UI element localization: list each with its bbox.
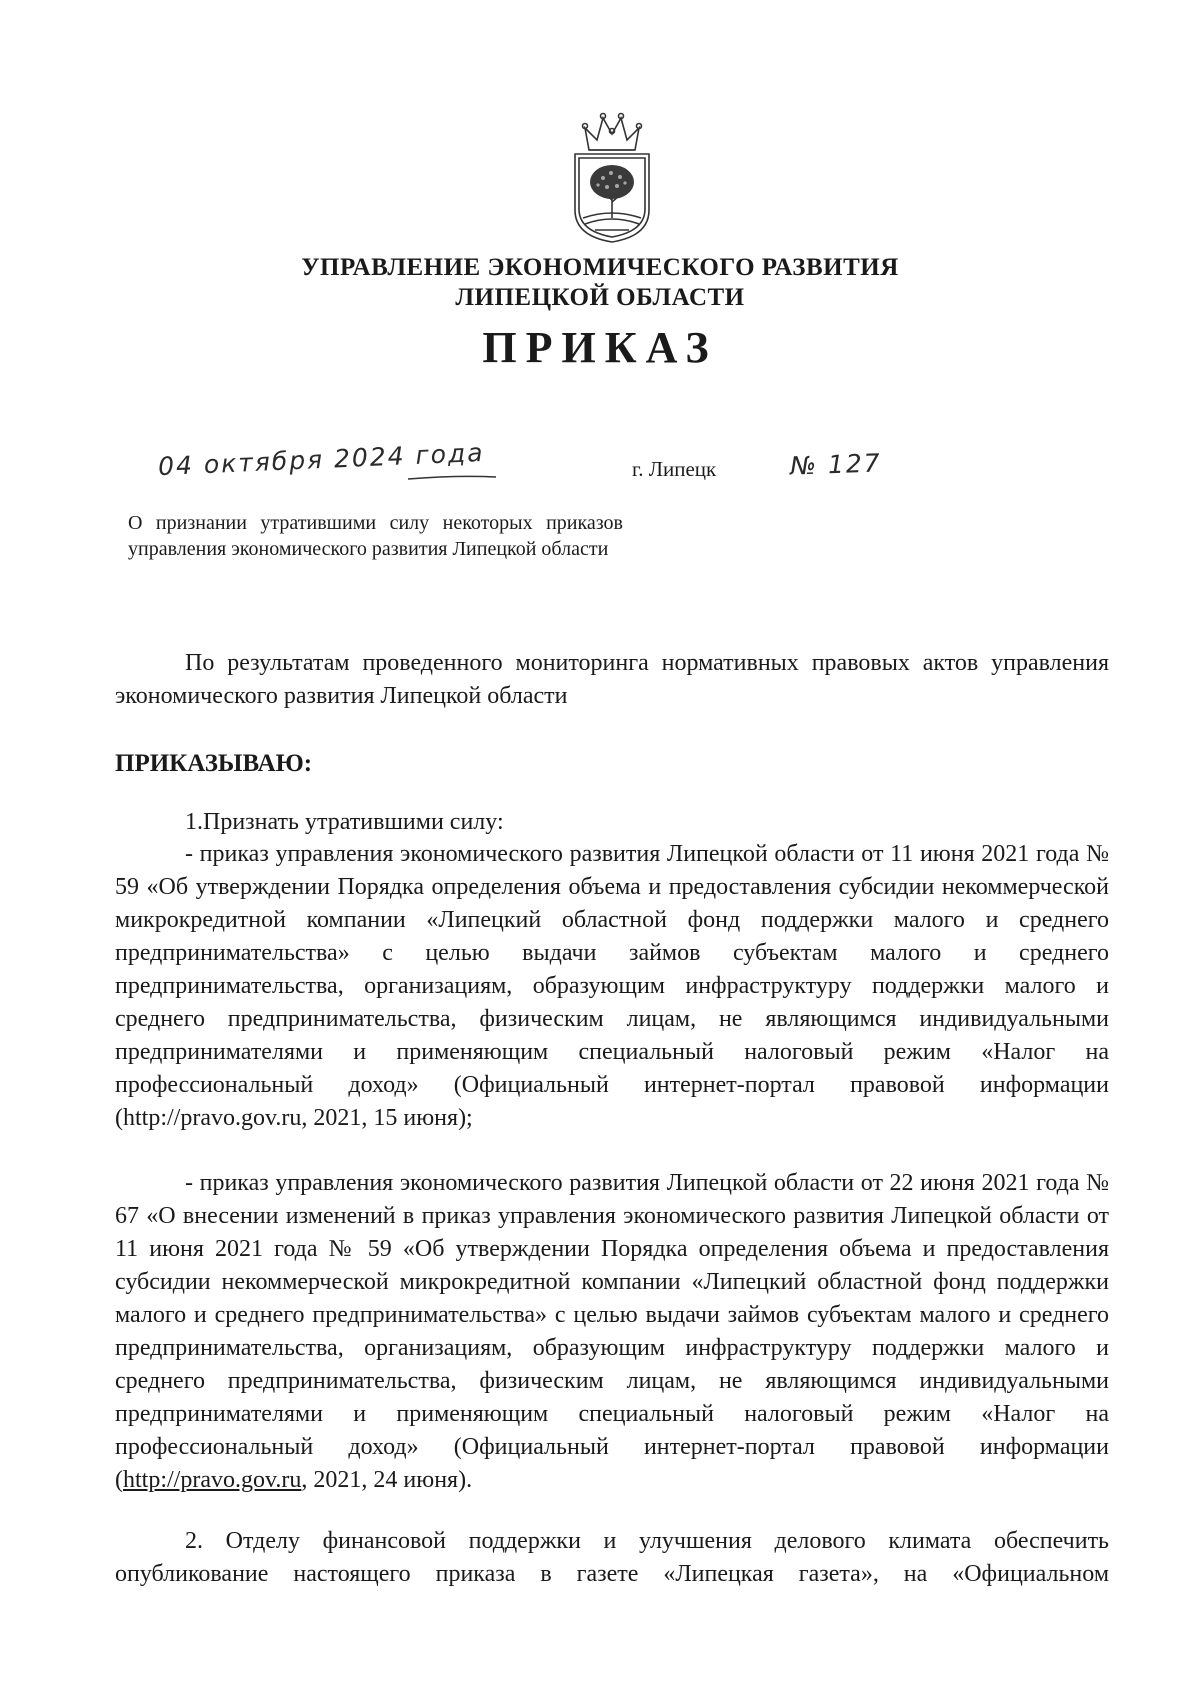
organization-name-line2: ЛИПЕЦКОЙ ОБЛАСТИ (455, 284, 745, 311)
order-operative-word: ПРИКАЗЫВАЮ: (115, 750, 313, 777)
pravo-gov-link[interactable]: http://pravo.gov.ru (123, 1467, 302, 1493)
item-1-clause-a: - приказ управления экономического развития Липецкой области от 11 июня 2021 года № 59 «Об утверждении Порядка определения объема и предоставления субсидии некоммерческой микрокредитной компании «Липецкий областной фонд поддержки малого и среднего предпринимательства» с целью выдачи займов субъектам малого и среднего предпринимательства, организациям, образующим инфраструктуру поддержки малого и среднего предпринимательства, физическим лицам, не являющимся индивидуальными предпринимателями и применяющим специальный налоговый режим «Налог на профессиональный доход» (Официальный интернет-портал правовой информации (http://pravo.gov.ru, 2021, 15 июня); (115, 841, 1109, 1131)
date-underline-stroke (158, 474, 498, 482)
item-1-intro: 1.Признать утратившими силу: (185, 809, 504, 835)
document-type-title: ПРИКАЗ (482, 323, 718, 372)
city-label: г. Липецк (632, 457, 717, 481)
order-subject: О признании утратившими силу некоторых приказов управления экономического развития Липецкой области (128, 512, 623, 560)
item-2-paragraph: 2. Отделу финансовой поддержки и улучшения делового климата обеспечить опубликование настоящего приказа в газете «Липецкая газета», на «Официальном (115, 1528, 1109, 1587)
preamble-paragraph: По результатам проведенного мониторинга нормативных правовых актов управления экономического развития Липецкой области (115, 650, 1109, 709)
handwritten-date: 04 октября 2024 года (157, 437, 486, 482)
organization-name-line1: УПРАВЛЕНИЕ ЭКОНОМИЧЕСКОГО РАЗВИТИЯ (301, 254, 899, 281)
item-1-clause-b: - приказ управления экономического развития Липецкой области от 22 июня 2021 года № 67 «О внесении изменений в приказ управления экономического развития Липецкой области от 11 июня 2021 года № 59 «Об утверждении Порядка определения объема и предоставления субсидии некоммерческой микрокредитной компании «Липецкий областной фонд поддержки малого и среднего предпринимательства» с целью выдачи займов субъектам малого и среднего предпринимательства, организациям, образующим инфраструктуру поддержки малого и среднего предпринимательства, физическим лицам, не являющимся индивидуальными предпринимателями и применяющим специальный налоговый режим «Налог на профессиональный доход» (Официальный интернет-портал правовой информации (http://pravo.gov.ru, 2021, 24 июня). (115, 1170, 1109, 1493)
handwritten-order-number: № 127 (789, 448, 883, 481)
coat-of-arms-icon (567, 110, 657, 245)
